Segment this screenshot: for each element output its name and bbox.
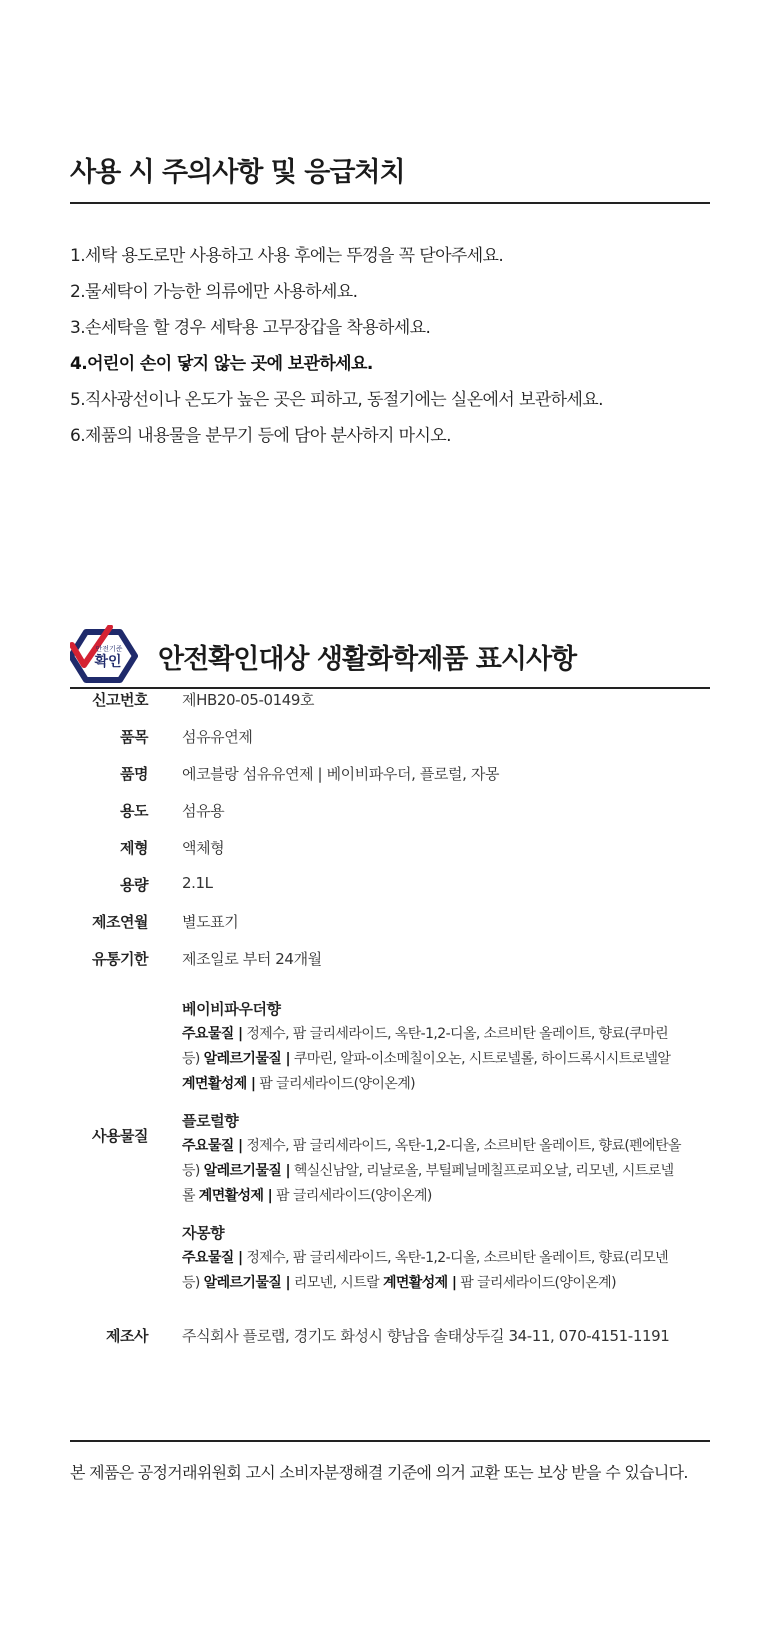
info-label: 유통기한 [92, 950, 148, 968]
material-name: 베이비파우더향 [182, 1000, 281, 1018]
material-line: 등) 알레르기물질 | 쿠마린, 알파-이소메칠이오논, 시트로넬롤, 하이드록시시트로넬알 [182, 1051, 671, 1067]
info-label: 품목 [120, 728, 148, 746]
info-value: 액체형 [182, 839, 225, 857]
info-label: 제조사 [106, 1327, 148, 1345]
logo-big-text: 확인 [94, 654, 122, 670]
precautions-list [70, 242, 603, 458]
divider [70, 202, 710, 204]
material-line: 주요물질 | 정제수, 팜 글리세라이드, 옥탄-1,2-디올, 소르비탄 올레이트, 향료(리모넨 [182, 1250, 669, 1266]
material-line: 주요물질 | 정제수, 팜 글리세라이드, 옥탄-1,2-디올, 소르비탄 올레이트, 향료(펜에탄올 [182, 1138, 681, 1154]
info-label: 품명 [120, 765, 148, 783]
precaution-item: 5.직사광선이나 온도가 높은 곳은 피하고, 동절기에는 실온에서 보관하세요. [70, 390, 603, 410]
material-block-floral [182, 1109, 712, 1209]
divider [70, 1440, 710, 1442]
info-label: 용도 [120, 802, 148, 820]
info-label: 제형 [120, 839, 148, 857]
info-value: 섬유용 [182, 802, 225, 820]
precaution-item: 1.세탁 용도로만 사용하고 사용 후에는 뚜껑을 꼭 닫아주세요. [70, 246, 504, 266]
info-label: 제조연월 [92, 913, 148, 931]
info-label: 용량 [120, 876, 148, 894]
info-value: 에코블랑 섬유유연제 | 베이비파우더, 플로럴, 자몽 [182, 765, 500, 783]
safety-check-logo-icon [70, 625, 138, 687]
material-line: 등) 알레르기물질 | 헥실신남알, 리날로올, 부틸페닐메칠프로피오날, 리모넨, 시트로넬 [182, 1163, 674, 1179]
material-line: 롤 계면활성제 | 팜 글리세라이드(양이온계) [182, 1188, 432, 1204]
material-block-baby-powder [182, 997, 712, 1097]
material-line: 주요물질 | 정제수, 팜 글리세라이드, 옥탄-1,2-디올, 소르비탄 올레이트, 향료(쿠마린 [182, 1026, 669, 1042]
info-value: 주식회사 플로랩, 경기도 화성시 향남읍 솔태상두길 34-11, 070-4151-1191 [182, 1327, 670, 1345]
precaution-item: 6.제품의 내용물을 분무기 등에 담아 분사하지 마시오. [70, 426, 451, 446]
info-label: 사용물질 [92, 1127, 148, 1145]
safety-title: 안전확인대상 생활화학제품 표시사항 [158, 644, 577, 675]
material-block-grapefruit [182, 1221, 712, 1296]
material-line: 계면활성제 | 팜 글리세라이드(양이온계) [182, 1076, 416, 1092]
precaution-item: 3.손세탁을 할 경우 세탁용 고무장갑을 착용하세요. [70, 318, 431, 338]
info-value: 제조일로 부터 24개월 [182, 950, 322, 968]
precaution-item: 2.물세탁이 가능한 의류에만 사용하세요. [70, 282, 358, 302]
divider [70, 687, 710, 689]
material-name: 자몽향 [182, 1224, 225, 1242]
logo-small-text: 안전기준 [95, 645, 123, 653]
compensation-note: 본 제품은 공정거래위원회 고시 소비자분쟁해결 기준에 의거 교환 또는 보상 받을 수 있습니다. [70, 1463, 688, 1482]
info-value: 2.1L [182, 874, 213, 892]
material-line: 등) 알레르기물질 | 리모넨, 시트랄 계면활성제 | 팜 글리세라이드(양이온계) [182, 1275, 616, 1291]
info-label: 신고번호 [92, 691, 148, 709]
precaution-item-emphasized: 4.어린이 손이 닿지 않는 곳에 보관하세요. [70, 354, 373, 374]
info-value: 섬유유연제 [182, 728, 253, 746]
precautions-title: 사용 시 주의사항 및 응급처치 [70, 157, 405, 188]
info-value: 별도표기 [182, 913, 239, 931]
info-value: 제HB20-05-0149호 [182, 691, 315, 709]
material-name: 플로럴향 [182, 1112, 239, 1130]
